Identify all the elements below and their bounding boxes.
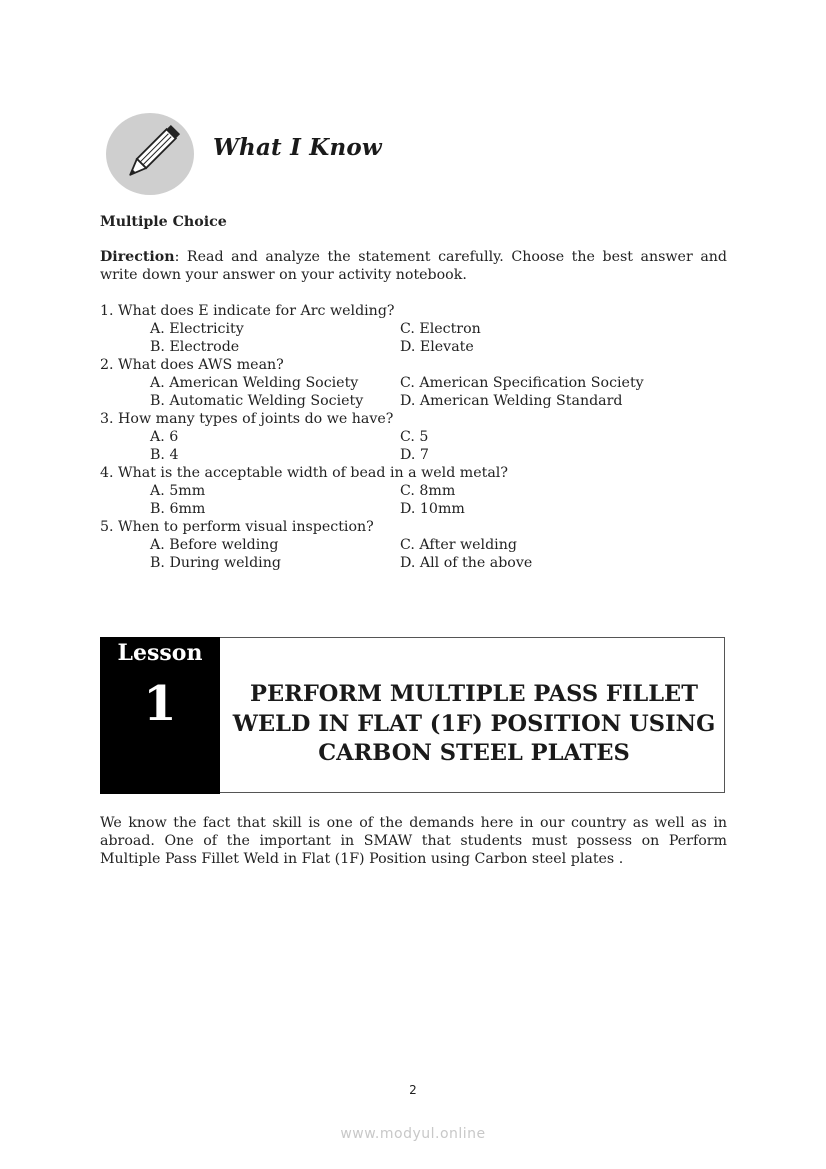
option-a: A. 5mm (150, 483, 206, 499)
option-d: D. 7 (400, 447, 429, 463)
option-a: A. 6 (150, 429, 179, 445)
question-row (100, 338, 740, 356)
direction-paragraph (100, 248, 727, 284)
option-d: D. 10mm (400, 501, 465, 517)
question-row (100, 500, 740, 518)
option-b: B. Electrode (150, 339, 240, 355)
option-b: B. During welding (150, 555, 281, 571)
question-1: 1. What does E indicate for Arc welding? (100, 303, 395, 319)
lesson-title-line: PERFORM MULTIPLE PASS FILLET (250, 681, 698, 707)
question-3: 3. How many types of joints do we have? (100, 411, 394, 427)
lesson-title-line: CARBON STEEL PLATES (318, 740, 630, 766)
option-d: D. American Welding Standard (400, 393, 623, 409)
multiple-choice-heading: Multiple Choice (100, 214, 227, 230)
pencil-icon (106, 113, 194, 195)
pencil-icon-badge (106, 113, 194, 195)
question-row (100, 392, 740, 410)
lesson-title (222, 680, 726, 769)
question-row (100, 536, 740, 554)
question-row (100, 428, 740, 446)
question-4: 4. What is the acceptable width of bead in a weld metal? (100, 465, 508, 481)
option-c: C. 5 (400, 429, 429, 445)
option-a: A. Before welding (150, 537, 279, 553)
lesson-number: 1 (143, 676, 177, 732)
question-row (100, 374, 740, 392)
question-5: 5. When to perform visual inspection? (100, 519, 374, 535)
question-row (100, 554, 740, 572)
option-a: A. American Welding Society (150, 375, 359, 391)
lesson-label: Lesson (117, 640, 203, 666)
intro-paragraph: We know the fact that skill is one of the demands here in our country as well as in abroad. One of the important in SMAW that students must possess on Perform Multiple Pass Fillet Weld in Flat (1F) Position using Carbon steel plates . (100, 815, 727, 867)
option-c: C. 8mm (400, 483, 456, 499)
watermark: www.modyul.online (340, 1126, 486, 1142)
option-c: C. American Specification Society (400, 375, 644, 391)
option-a: A. Electricity (150, 321, 244, 337)
lesson-title-line: WELD IN FLAT (1F) POSITION USING (232, 710, 716, 737)
option-b: B. 6mm (150, 501, 206, 517)
option-d: D. Elevate (400, 339, 474, 355)
option-b: B. Automatic Welding Society (150, 393, 364, 409)
quiz-list (100, 302, 740, 572)
direction-label: Direction (100, 249, 175, 265)
option-c: C. After welding (400, 537, 517, 553)
direction-text: : Read and analyze the statement carefully. Choose the best answer and write down your answer on your activity notebook. (100, 249, 727, 283)
page-number: 2 (409, 1083, 417, 1097)
question-2: 2. What does AWS mean? (100, 357, 284, 373)
option-b: B. 4 (150, 447, 179, 463)
question-row (100, 482, 740, 500)
option-d: D. All of the above (400, 555, 533, 571)
question-row (100, 320, 740, 338)
option-c: C. Electron (400, 321, 481, 337)
question-row (100, 446, 740, 464)
section-title: What I Know (213, 134, 382, 161)
